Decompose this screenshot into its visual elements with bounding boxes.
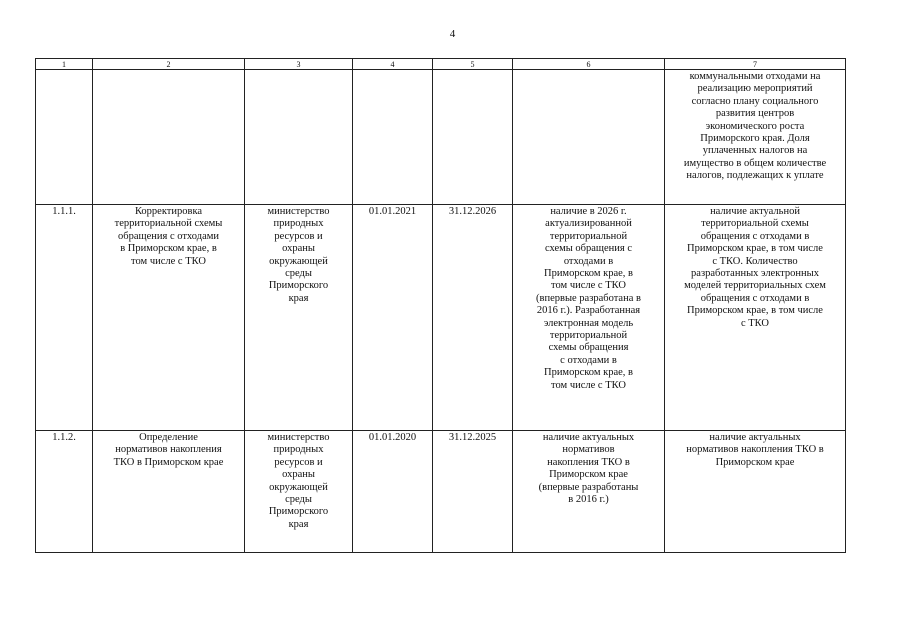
result-cell: наличие в 2026 г. актуализированной территориальной схемы обращения с отходами в Приморском крае, в том числе с ТКО (впервые разработана в 2016 г.). Разработанная электронная модель территориальной схемы обращения с отходами в Приморском крае, в том числе с ТКО	[513, 205, 665, 431]
column-header: 1	[36, 59, 93, 70]
page-number: 4	[449, 28, 456, 40]
start-date-cell: 01.01.2021	[353, 205, 433, 431]
start-date-cell: 01.01.2020	[353, 431, 433, 553]
end-date-cell	[433, 70, 513, 205]
table-row	[36, 431, 846, 553]
row-number-cell: 1.1.2.	[36, 431, 93, 553]
table-row	[36, 70, 846, 205]
column-header: 2	[93, 59, 245, 70]
column-header: 4	[353, 59, 433, 70]
row-number-cell	[36, 70, 93, 205]
row-number-cell: 1.1.1.	[36, 205, 93, 431]
start-date-cell	[353, 70, 433, 205]
executor-cell: министерство природных ресурсов и охраны окружающей среды Приморского края	[245, 431, 353, 553]
measure-name-cell: Корректировка территориальной схемы обращения с отходами в Приморском крае, в том числе с ТКО	[93, 205, 245, 431]
measure-name-cell: Определение нормативов накопления ТКО в Приморском крае	[93, 431, 245, 553]
column-header: 3	[245, 59, 353, 70]
end-date-cell: 31.12.2025	[433, 431, 513, 553]
result-cell: наличие актуальных нормативов накопления ТКО в Приморском крае (впервые разработаны в 2016 г.)	[513, 431, 665, 553]
measure-name-cell	[93, 70, 245, 205]
result-cell	[513, 70, 665, 205]
executor-cell	[245, 70, 353, 205]
column-header: 7	[665, 59, 846, 70]
indicator-cell: наличие актуальных нормативов накопления ТКО в Приморском крае	[665, 431, 846, 553]
executor-cell: министерство природных ресурсов и охраны окружающей среды Приморского края	[245, 205, 353, 431]
column-number-row	[36, 59, 846, 70]
indicator-cell: коммунальными отходами на реализацию мероприятий согласно плану социального развития центров экономического роста Приморского края. Доля уплаченных налогов на имущество в общем количестве налогов, подлежащих к уплате	[665, 70, 846, 205]
column-header: 5	[433, 59, 513, 70]
column-header: 6	[513, 59, 665, 70]
measures-table	[35, 58, 846, 553]
table-row	[36, 205, 846, 431]
end-date-cell: 31.12.2026	[433, 205, 513, 431]
indicator-cell: наличие актуальной территориальной схемы обращения с отходами в Приморском крае, в том числе с ТКО. Количество разработанных электронных моделей территориальных схем обращения с отходами в Приморском крае, в том числе с ТКО	[665, 205, 846, 431]
